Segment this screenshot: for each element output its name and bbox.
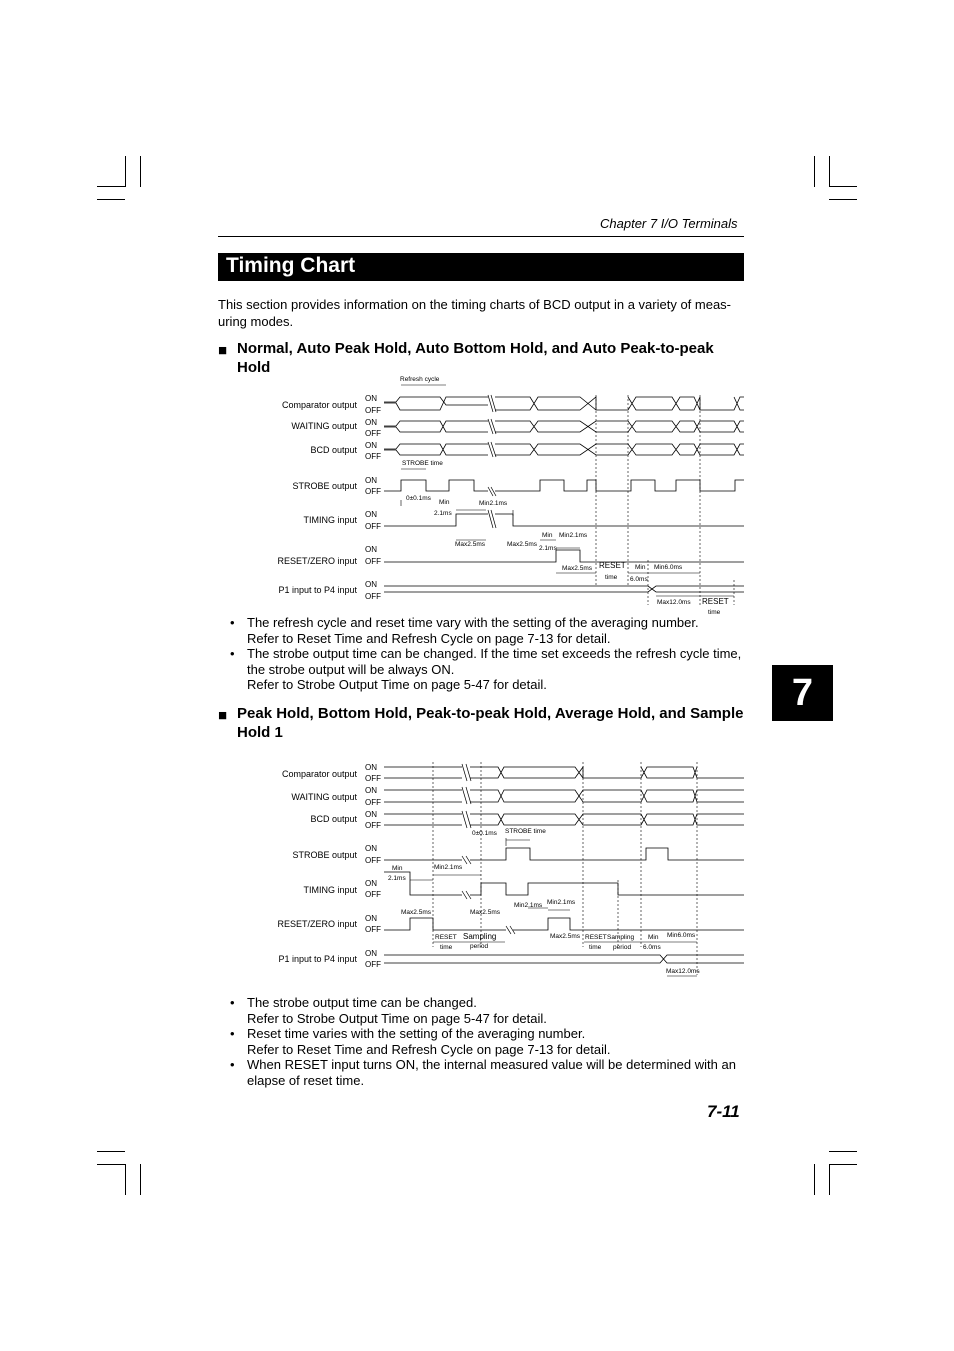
crop-mark: [140, 156, 141, 187]
annotation: 2.1ms: [434, 510, 452, 517]
state-off: OFF: [365, 774, 381, 783]
square-bullet-icon: ■: [218, 707, 228, 724]
bullet-icon: •: [230, 1057, 235, 1073]
chapter-header: Chapter 7 I/O Terminals: [600, 216, 738, 231]
state-on: ON: [365, 418, 377, 427]
annotation: Max12.0ms: [657, 599, 691, 606]
state-on: ON: [365, 476, 377, 485]
annotation: period: [613, 944, 632, 951]
annotation: Min: [392, 865, 403, 872]
annotation: STROBE time: [505, 828, 546, 835]
note-item: [230, 615, 750, 646]
crop-mark: [97, 186, 125, 187]
annotation: 6.0ms: [643, 944, 661, 951]
annotation: 0±0.1ms: [406, 495, 431, 502]
annotation: Sampling: [463, 932, 497, 941]
crop-mark: [97, 1151, 125, 1152]
note-text: The strobe output time can be changed. If the time set exceeds the refresh cycle time, the strobe output will be always ON.: [247, 646, 742, 677]
waiting-waveform: [384, 421, 744, 432]
notes-section1: [230, 615, 750, 693]
state-on: ON: [365, 545, 377, 554]
notes-section2: [230, 995, 750, 1089]
annotation: Refresh cycle: [400, 376, 440, 383]
signal-label: Comparator output: [281, 769, 357, 779]
annotation: Max2.5ms: [401, 909, 431, 916]
section-heading-text: Peak Hold, Bottom Hold, Peak-to-peak Hold, Average Hold, and Sample Hold 1: [237, 705, 744, 741]
timing-chart-hold: [0, 758, 954, 983]
page-title: Timing Chart: [226, 254, 356, 277]
state-off: OFF: [365, 925, 381, 934]
bullet-icon: •: [230, 615, 235, 630]
state-on: ON: [365, 580, 377, 589]
state-on: ON: [365, 810, 377, 819]
annotation: 0±0.1ms: [472, 830, 497, 837]
timing-input-waveform: [384, 872, 744, 895]
note-reference: Refer to Reset Time and Refresh Cycle on page 7-13 for detail.: [247, 630, 611, 646]
annotation: Min2.1ms: [479, 500, 508, 507]
annotation: time: [440, 944, 453, 951]
section-heading-hold: [218, 704, 744, 742]
note-item: [230, 1026, 750, 1057]
annotation: Min2.1ms: [514, 902, 543, 909]
crop-mark: [140, 1164, 141, 1195]
intro-paragraph: This section provides information on the timing charts of BCD output in a variety of meas-uring modes.: [218, 297, 732, 329]
signal-label: WAITING output: [291, 421, 357, 431]
note-item: [230, 995, 750, 1026]
note-text: The strobe output time can be changed.: [247, 995, 477, 1010]
signal-label: RESET/ZERO input: [277, 919, 357, 929]
state-on: ON: [365, 879, 377, 888]
state-off: OFF: [365, 856, 381, 865]
signal-label: RESET/ZERO input: [277, 556, 357, 566]
signal-label: STROBE output: [292, 481, 357, 491]
note-reference: Refer to Strobe Output Time on page 5-47 for detail.: [247, 1010, 547, 1026]
strobe-waveform: [384, 848, 744, 860]
bcd-waveform: [384, 814, 744, 825]
annotation: STROBE time: [402, 460, 443, 467]
state-on: ON: [365, 394, 377, 403]
annotation: time: [589, 944, 602, 951]
note-item: [230, 1057, 750, 1088]
annotation: Min: [635, 564, 646, 571]
signal-label: P1 input to P4 input: [278, 954, 357, 964]
bullet-icon: •: [230, 995, 235, 1010]
square-bullet-icon: ■: [218, 342, 228, 359]
bullet-icon: •: [230, 646, 235, 662]
annotation: Min2.1ms: [434, 864, 463, 871]
signal-label: WAITING output: [291, 792, 357, 802]
annotation: 2.1ms: [539, 545, 557, 552]
annotation: Max2.5ms: [562, 565, 592, 572]
timing-chart-normal: [0, 375, 954, 615]
state-off: OFF: [365, 487, 381, 496]
annotation: RESET: [585, 934, 607, 941]
annotation: Max2.5ms: [507, 541, 537, 548]
note-text: When RESET input turns ON, the internal measured value will be determined with an elapse of reset time.: [247, 1057, 736, 1088]
note-reference: Refer to Strobe Output Time on page 5-47 for detail.: [247, 677, 547, 693]
state-off: OFF: [365, 821, 381, 830]
title-bar: [218, 253, 744, 281]
state-on: ON: [365, 949, 377, 958]
crop-mark: [125, 156, 126, 187]
state-off: OFF: [365, 429, 381, 438]
crop-mark: [829, 156, 830, 187]
bcd-waveform: [384, 444, 744, 455]
comparator-waveform: [384, 397, 744, 410]
state-off: OFF: [365, 798, 381, 807]
signal-label: BCD output: [310, 445, 357, 455]
section-heading-normal: [218, 339, 744, 377]
signal-label: STROBE output: [292, 850, 357, 860]
crop-mark: [829, 186, 857, 187]
reset-input-waveform: [384, 550, 744, 562]
annotation: Min2.1ms: [559, 532, 588, 539]
annotation: Min: [648, 934, 659, 941]
reset-input-waveform: [384, 918, 744, 930]
state-off: OFF: [365, 557, 381, 566]
signal-label: P1 input to P4 input: [278, 585, 357, 595]
p1-p4-waveform: [384, 586, 744, 592]
signal-label: Comparator output: [281, 400, 357, 410]
state-off: OFF: [365, 890, 381, 899]
state-on: ON: [365, 844, 377, 853]
note-item: [230, 646, 750, 693]
state-off: OFF: [365, 452, 381, 461]
annotation: Max2.5ms: [550, 933, 580, 940]
annotation: Max2.5ms: [455, 541, 485, 548]
crop-mark: [97, 199, 125, 200]
crop-mark: [97, 1164, 125, 1165]
crop-mark: [829, 199, 857, 200]
note-text: The refresh cycle and reset time vary with the setting of the averaging number.: [247, 615, 699, 630]
bullet-icon: •: [230, 1026, 235, 1042]
signal-label: TIMING input: [303, 515, 357, 525]
annotation: Min2.1ms: [547, 899, 576, 906]
comparator-waveform: [384, 767, 744, 778]
waiting-waveform: [384, 790, 744, 802]
header-rule: [218, 236, 744, 237]
chapter-tab: 7: [772, 665, 833, 721]
annotation: Sampling: [607, 934, 635, 941]
annotation: period: [470, 943, 489, 950]
state-off: OFF: [365, 522, 381, 531]
state-on: ON: [365, 510, 377, 519]
state-on: ON: [365, 914, 377, 923]
annotation: Max12.0ms: [666, 968, 700, 975]
page-number: 7-11: [707, 1102, 740, 1121]
state-off: OFF: [365, 960, 381, 969]
crop-mark: [829, 1164, 857, 1165]
crop-mark: [829, 1164, 830, 1195]
state-off: OFF: [365, 592, 381, 601]
signal-label: BCD output: [310, 814, 357, 824]
state-on: ON: [365, 763, 377, 772]
signal-label: TIMING input: [303, 885, 357, 895]
annotation: Min6.0ms: [654, 564, 683, 571]
strobe-waveform: [384, 480, 744, 491]
note-text: Reset time varies with the setting of the averaging number.: [247, 1026, 586, 1042]
crop-mark: [125, 1164, 126, 1195]
annotation: time: [708, 609, 721, 615]
crop-mark: [829, 1151, 857, 1152]
state-on: ON: [365, 786, 377, 795]
annotation: Min: [439, 499, 450, 506]
crop-mark: [814, 1164, 815, 1195]
state-on: ON: [365, 441, 377, 450]
section-heading-text: Normal, Auto Peak Hold, Auto Bottom Hold, and Auto Peak-to-peak Hold: [237, 340, 714, 376]
annotation: time: [605, 574, 618, 581]
annotation: RESET: [702, 597, 729, 606]
annotation: Max2.5ms: [470, 909, 500, 916]
annotation: 2.1ms: [388, 875, 406, 882]
annotation: RESET: [599, 561, 626, 570]
crop-mark: [814, 156, 815, 187]
annotation: Min6.0ms: [667, 932, 696, 939]
note-reference: Refer to Reset Time and Refresh Cycle on page 7-13 for detail.: [247, 1041, 611, 1057]
p1-p4-waveform: [384, 955, 744, 963]
annotation: RESET: [435, 934, 457, 941]
annotation: Min: [542, 532, 553, 539]
state-off: OFF: [365, 406, 381, 415]
annotation: 6.0ms: [630, 576, 648, 583]
